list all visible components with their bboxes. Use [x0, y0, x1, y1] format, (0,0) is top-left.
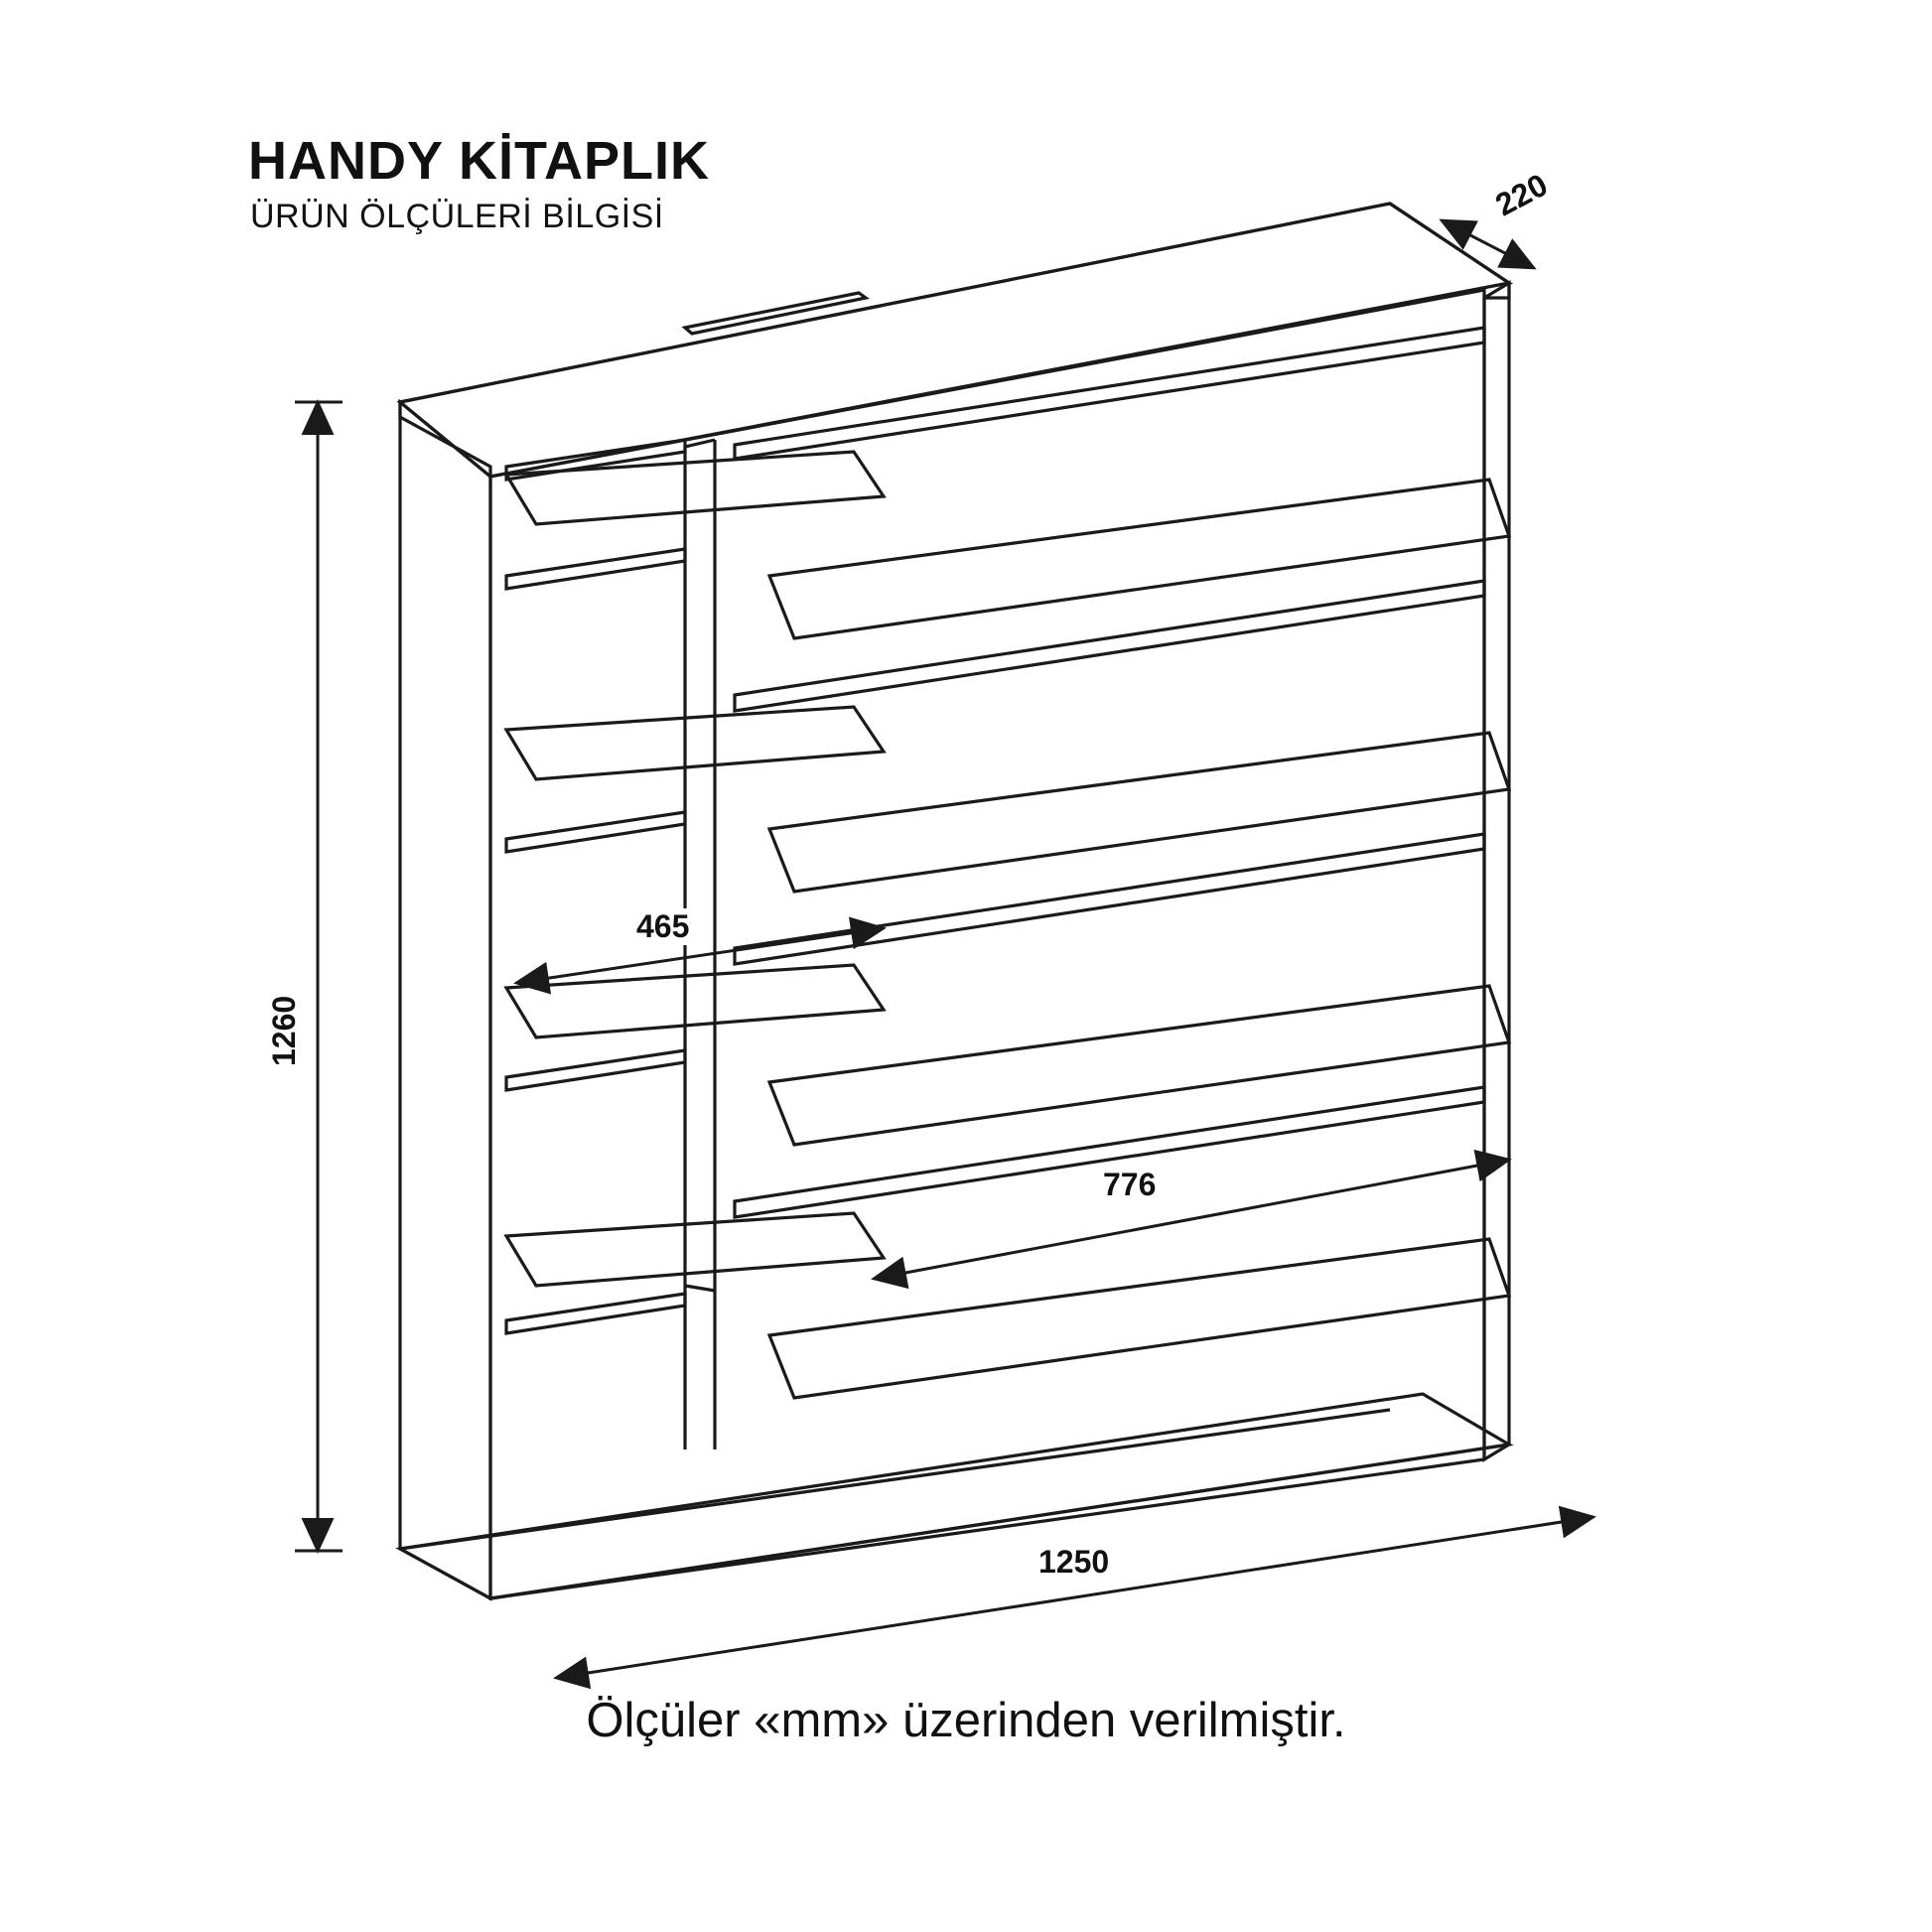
dimension-label-height: 1260 [266, 990, 303, 1072]
dim-line-shelf-long [874, 1160, 1509, 1279]
page-subtitle: ÜRÜN ÖLÇÜLERİ BİLGİSİ [250, 198, 664, 235]
dimension-label-depth: 220 [1484, 164, 1559, 226]
cabinet-body [400, 204, 1509, 1598]
dim-line-depth [1442, 220, 1534, 268]
page-title: HANDY KİTAPLIK [248, 131, 711, 191]
units-note: Ölçüler «mm» üzerinden verilmiştir. [586, 1694, 1346, 1747]
right-shelves [735, 328, 1509, 1398]
dimension-label-shelf-short: 465 [630, 908, 695, 945]
dim-line-width [556, 1517, 1593, 1678]
dimension-label-width: 1250 [1033, 1544, 1115, 1581]
dimension-label-shelf-long: 776 [1097, 1167, 1162, 1203]
